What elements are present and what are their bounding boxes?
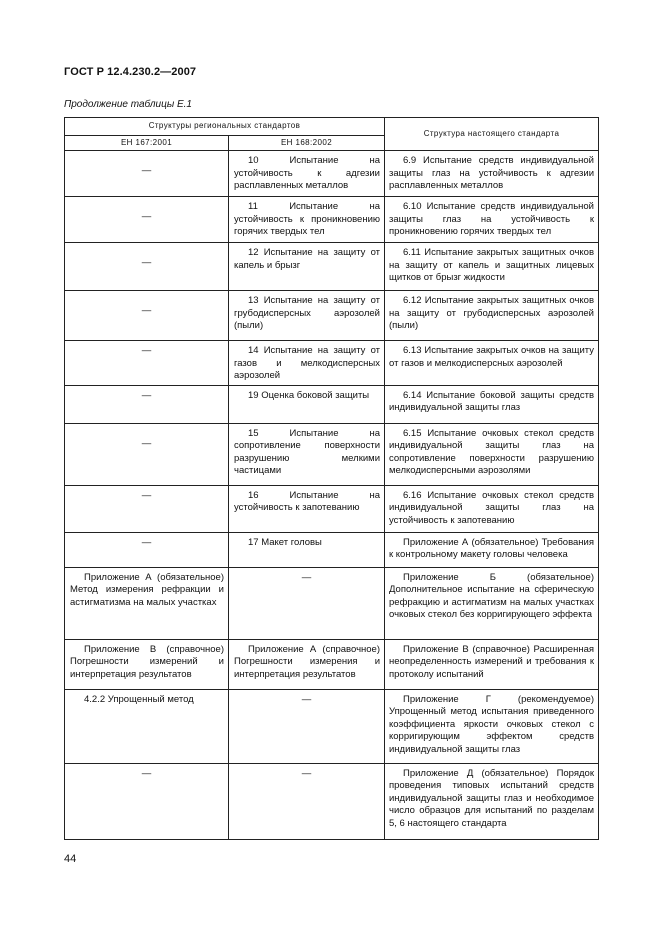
current-standard-cell: 6.9 Испытание средств индивидуальной защиты глаз на устойчивость к адгезии расплавленных металлов (389, 155, 594, 191)
table-row (65, 639, 599, 689)
current-standard-cell: Приложение Г (рекомендуемое) Упрощенный метод испытания приведенного коэффициента яркости очковых стекол с корригирующим эффектом средств индивидуальной защиты глаз (389, 693, 594, 755)
page-number: 44 (64, 853, 77, 865)
en-168-cell: 19 Оценка боковой защиты (248, 389, 370, 401)
regional-standards-header: Структуры региональных стандартов (65, 118, 385, 136)
en-167-cell: — (141, 211, 152, 222)
table-row (65, 532, 599, 567)
en-168-cell: — (301, 571, 312, 583)
en-167-cell: — (141, 257, 152, 268)
table-row (65, 243, 599, 291)
standards-correspondence-table (64, 117, 599, 840)
current-standard-cell: 6.15 Испытание очковых стекол средств индивидуальной защиты глаз на сопротивление поверхности разрушению мелкодисперсными аэрозолями (389, 427, 594, 476)
table-row (65, 341, 599, 386)
table-body (65, 151, 599, 840)
table-row (65, 151, 599, 197)
current-standard-cell: 6.10 Испытание средств индивидуальной защиты глаз на устойчивость к проникновению горячих твердых тел (389, 201, 594, 237)
en-168-cell: — (301, 767, 312, 779)
current-standard-cell: Приложение В (справочное) Расширенная неопределенность измерений и требования к протоколу испытаний (389, 643, 594, 680)
en-168-cell: 17 Макет головы (248, 536, 322, 548)
en-168-cell: 11 Испытание на устойчивость к проникновению горячих твердых тел (234, 201, 380, 237)
en-167-cell: Приложение А (обязательное) Метод измерения рефракции и астигматизма на малых участках (70, 571, 224, 608)
en-168-cell: 13 Испытание на защиту от грубодисперсных аэрозолей (пыли) (234, 295, 380, 331)
current-standard-cell: Приложение А (обязательное) Требования к контрольному макету головы человека (389, 536, 594, 560)
document-code: ГОСТ Р 12.4.230.2—2007 (64, 66, 197, 78)
en-167-cell: — (141, 536, 152, 548)
table-row (65, 423, 599, 485)
table-row (65, 197, 599, 243)
en-167-header: ЕН 167:2001 (65, 136, 229, 151)
table-row (65, 763, 599, 839)
table-header (65, 118, 599, 151)
table-row (65, 567, 599, 639)
en-168-cell: — (301, 693, 312, 705)
table-row (65, 291, 599, 341)
en-168-cell: 15 Испытание на сопротивление поверхности разрушению мелкими частицами (234, 427, 380, 476)
en-167-cell: — (141, 389, 152, 401)
current-standard-cell: 6.14 Испытание боковой защиты средств индивидуальной защиты глаз (389, 389, 594, 413)
en-167-cell: — (141, 489, 152, 501)
en-168-cell: Приложение А (справочное) Погрешности измерения и интерпретация результатов (234, 643, 380, 680)
en-167-cell: — (141, 767, 152, 779)
table-row (65, 689, 599, 763)
current-standard-cell: 6.13 Испытание закрытых очков на защиту от газов и мелкодисперсных аэрозолей (389, 345, 594, 369)
table-continuation-caption: Продолжение таблицы Е.1 (64, 99, 192, 110)
table-row (65, 385, 599, 423)
en-167-cell: Приложение В (справочное) Погрешности измерений и интерпретация результатов (70, 643, 224, 680)
current-standard-cell: 6.12 Испытание закрытых защитных очков на защиту от грубодисперсных аэрозолей (пыли) (389, 295, 594, 331)
table-row (65, 485, 599, 532)
en-168-cell: 10 Испытание на устойчивость к адгезии расплавленных металлов (234, 155, 380, 191)
current-standard-header: Структура настоящего стандарта (385, 118, 599, 151)
en-167-cell: — (141, 345, 152, 356)
current-standard-cell: 6.11 Испытание закрытых защитных очков на защиту от капель и защитных лицевых щитков от брызг жидкости (389, 247, 594, 283)
en-167-cell: — (141, 305, 152, 316)
en-168-header: ЕН 168:2002 (229, 136, 385, 151)
en-167-cell: 4.2.2 Упрощенный метод (84, 693, 194, 705)
current-standard-cell: 6.16 Испытание очковых стекол средств индивидуальной защиты глаз на устойчивость к запотеванию (389, 489, 594, 526)
en-168-cell: 12 Испытание на защиту от капель и брызг (234, 247, 380, 271)
current-standard-cell: Приложение Б (обязательное) Дополнительное испытание на сферическую рефракцию и астигматизм на малых участках очковых стекол без корригирующего эффекта (389, 571, 594, 620)
en-168-cell: 14 Испытание на защиту от газов и мелкодисперсных аэрозолей (234, 345, 380, 381)
en-168-cell: 16 Испытание на устойчивость к запотеванию (234, 489, 380, 513)
en-167-cell: — (141, 165, 152, 176)
en-167-cell: — (141, 437, 152, 449)
current-standard-cell: Приложение Д (обязательное) Порядок проведения типовых испытаний средств индивидуальной защиты глаз и необходимое число образцов для испытаний по разделам 5, 6 настоящего стандарта (389, 767, 594, 829)
